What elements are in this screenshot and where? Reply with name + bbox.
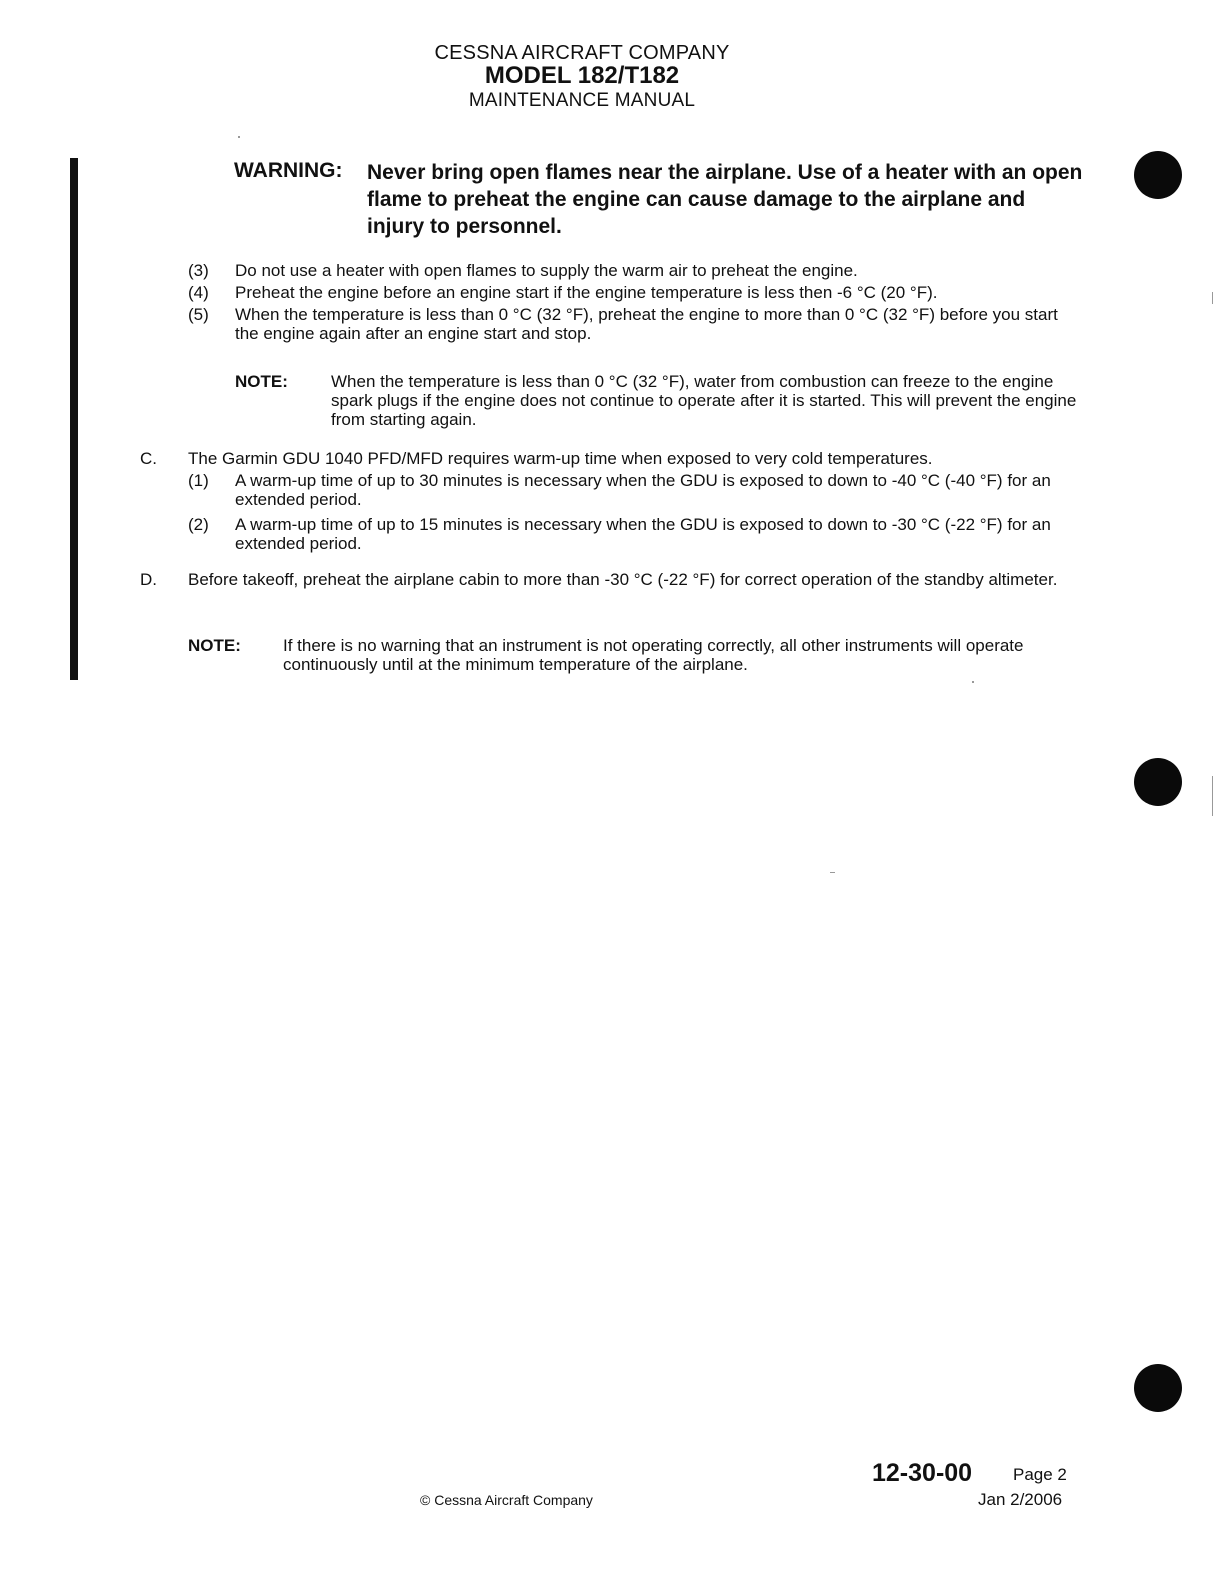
footer-copyright: © Cessna Aircraft Company — [420, 1492, 593, 1508]
revision-change-bar — [70, 158, 78, 680]
footer-page-number: Page 2 — [1013, 1465, 1067, 1484]
warning-text: Never bring open flames near the airplane. Use of a heater with an open flame to preheat the engine can cause damage to the airplane and injury to personnel. — [367, 161, 1083, 238]
note-label: NOTE: — [235, 372, 288, 391]
scan-speck — [830, 872, 835, 873]
step-text: When the temperature is less than 0 °C (32 °F), preheat the engine to more than 0 °C (32 °F) before you start the engine again after an engine start and stop. — [235, 305, 1058, 343]
footer-chapter-code: 12-30-00 — [872, 1459, 973, 1487]
note-text: When the temperature is less than 0 °C (32 °F), water from combustion can freeze to the engine spark plugs if the engine does not continue to operate after it is started. This will prevent the engine from starting again. — [331, 372, 1077, 429]
header-model: MODEL 182/T182 — [484, 62, 680, 89]
header-company: CESSNA AIRCRAFT COMPANY — [434, 42, 730, 64]
scan-speck — [238, 136, 240, 138]
section-letter: D. — [140, 570, 157, 589]
section-letter: C. — [140, 449, 157, 468]
scan-speck — [1212, 776, 1213, 816]
scan-speck — [972, 681, 974, 683]
note-text: If there is no warning that an instrument is not operating correctly, all other instruments will operate continuously until at the minimum temperature of the airplane. — [283, 636, 1024, 674]
warning-label: WARNING: — [234, 159, 343, 182]
step-number: (5) — [188, 305, 209, 324]
step-number: (2) — [188, 515, 209, 534]
footer-date: Jan 2/2006 — [978, 1490, 1063, 1509]
step-text: Preheat the engine before an engine start if the engine temperature is less then -6 °C (20 °F). — [235, 283, 938, 302]
note-label: NOTE: — [188, 636, 241, 655]
punch-hole — [1134, 758, 1182, 806]
step-number: (1) — [188, 471, 209, 490]
step-text: A warm-up time of up to 15 minutes is necessary when the GDU is exposed to down to -30 °C (-22 °F) for an extended period. — [235, 515, 1051, 553]
step-text: A warm-up time of up to 30 minutes is necessary when the GDU is exposed to down to -40 °C (-40 °F) for an extended period. — [235, 471, 1051, 509]
scan-speck — [1212, 292, 1213, 304]
step-text: Do not use a heater with open flames to supply the warm air to preheat the engine. — [235, 261, 858, 280]
step-number: (4) — [188, 283, 209, 302]
section-text: Before takeoff, preheat the airplane cabin to more than -30 °C (-22 °F) for correct operation of the standby altimeter. — [188, 570, 1058, 589]
step-number: (3) — [188, 261, 209, 280]
section-text: The Garmin GDU 1040 PFD/MFD requires warm-up time when exposed to very cold temperatures. — [188, 449, 933, 468]
header-manual: MAINTENANCE MANUAL — [468, 90, 696, 111]
punch-hole — [1134, 1364, 1182, 1412]
punch-hole — [1134, 151, 1182, 199]
